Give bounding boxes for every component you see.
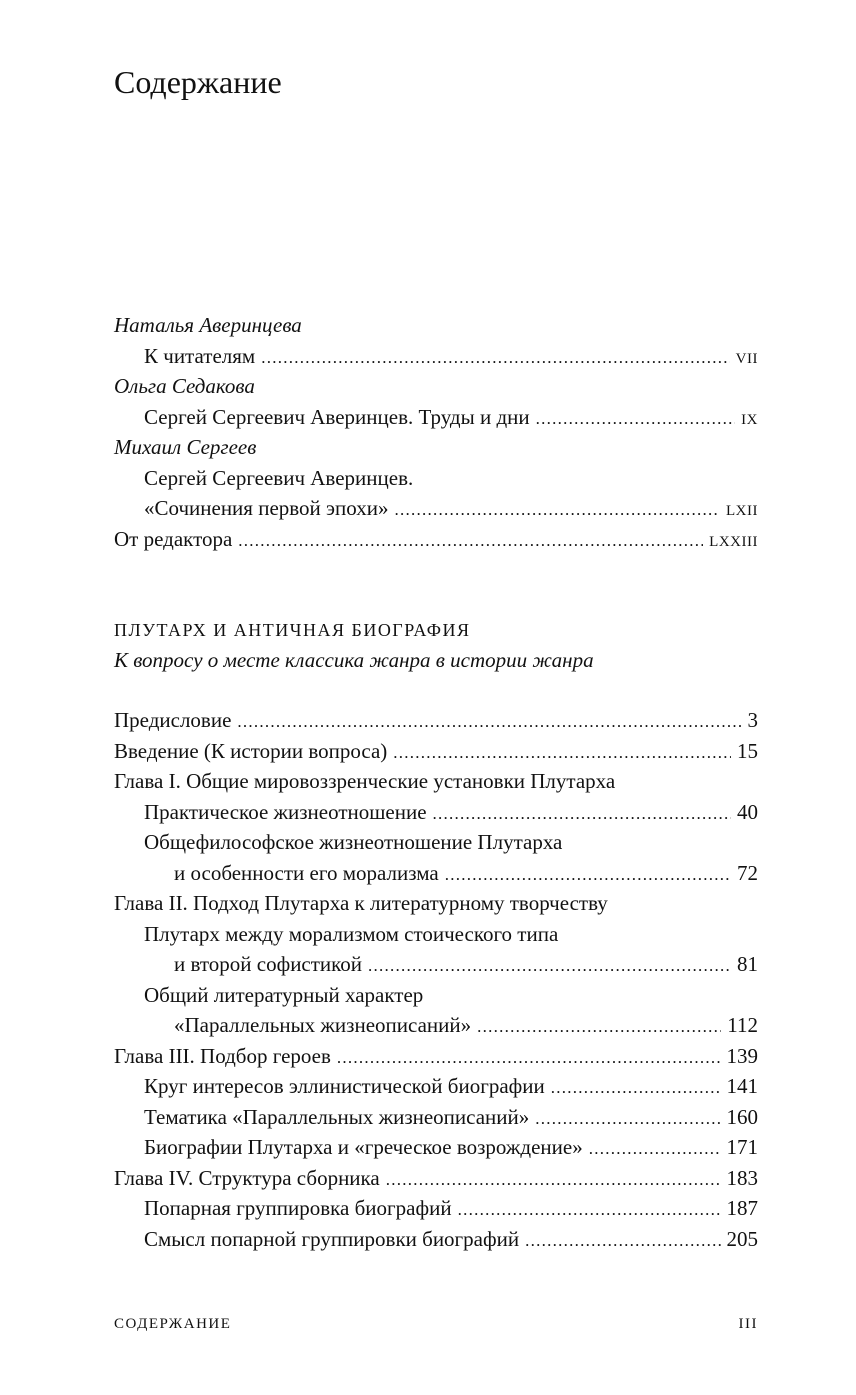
dot-leader <box>445 860 731 891</box>
page-title: Содержание <box>114 64 282 100</box>
entry-label: Общий литературный характер <box>144 982 424 1007</box>
dot-leader <box>525 1226 720 1257</box>
entry-page: 15 <box>737 738 758 763</box>
toc-entry[interactable] <box>114 705 758 736</box>
entry-label: Общефилософское жизнеотношение Плутарха <box>144 830 563 854</box>
toc-entry-line <box>114 980 758 1011</box>
entry-page: 40 <box>737 799 758 824</box>
toc-chapter-heading[interactable] <box>114 888 758 919</box>
toc-entry[interactable] <box>114 1132 758 1163</box>
entry-label: Предисловие <box>114 708 232 732</box>
dot-leader <box>458 1195 721 1226</box>
author-name <box>114 432 758 463</box>
entry-label: Глава III. Подбор героев <box>114 1043 331 1068</box>
toc-chapter-heading[interactable] <box>114 766 758 797</box>
toc-entry[interactable] <box>114 524 758 555</box>
author-label: Ольга Седакова <box>114 374 255 398</box>
toc-entry[interactable] <box>114 1163 758 1194</box>
page-number: III <box>738 1316 758 1332</box>
entry-label: Глава I. Общие мировоззренческие установки Плутарха <box>114 769 616 793</box>
dot-leader <box>393 738 731 769</box>
entry-label: Сергей Сергеевич Аверинцев. Труды и дни <box>144 404 530 429</box>
entry-page: 171 <box>726 1135 758 1159</box>
entry-page: 81 <box>737 952 758 976</box>
toc-entry[interactable] <box>114 402 758 433</box>
dot-leader <box>238 526 703 557</box>
entry-page: lxii <box>726 496 758 520</box>
entry-label: Введение (К истории вопроса) <box>114 738 388 763</box>
entry-label: и второй софистикой <box>174 952 363 976</box>
entry-label: «Сочинения первой эпохи» <box>144 496 389 520</box>
dot-leader <box>535 1104 720 1135</box>
dot-leader <box>337 1043 721 1074</box>
dot-leader <box>395 495 721 526</box>
entry-page: 112 <box>727 1013 758 1037</box>
dot-leader <box>237 707 741 738</box>
toc-entry-line <box>114 827 758 858</box>
entry-page: 183 <box>726 1165 758 1190</box>
author-name <box>114 310 758 341</box>
entry-label: От редактора <box>114 526 233 551</box>
entry-label: Биографии Плутарха и «греческое возрождение» <box>144 1135 583 1159</box>
entry-page: 141 <box>726 1074 758 1098</box>
toc-entry[interactable] <box>114 797 758 828</box>
toc-entry[interactable] <box>114 1193 758 1224</box>
page-footer <box>114 1316 758 1333</box>
entry-page: 187 <box>726 1196 758 1220</box>
toc-entry[interactable] <box>114 858 758 889</box>
toc-entry[interactable] <box>114 341 758 372</box>
entry-label: Глава IV. Структура сборника <box>114 1165 380 1190</box>
toc-entry-line <box>114 919 758 950</box>
section-heading: ПЛУТАРХ И АНТИЧНАЯ БИОГРАФИЯ <box>114 620 471 640</box>
dot-leader <box>261 343 729 374</box>
entry-page: 139 <box>726 1043 758 1068</box>
running-head: СОДЕРЖАНИЕ <box>114 1316 232 1332</box>
toc-entry[interactable] <box>114 736 758 767</box>
toc-list <box>114 705 758 1254</box>
entry-label: Практическое жизнеотношение <box>144 799 427 824</box>
section-subtitle: К вопросу о месте классика жанра в истории жанра <box>114 648 594 672</box>
entry-label: Глава II. Подход Плутарха к литературному творчеству <box>114 891 608 915</box>
entry-page: ix <box>741 404 758 429</box>
dot-leader <box>589 1134 721 1165</box>
dot-leader <box>433 799 731 830</box>
entry-label: «Параллельных жизнеописаний» <box>174 1013 472 1037</box>
toc-entry[interactable] <box>114 1010 758 1041</box>
author-label: Михаил Сергеев <box>114 435 257 459</box>
dot-leader <box>536 404 736 435</box>
section-header <box>114 615 758 675</box>
author-name <box>114 371 758 402</box>
entry-label: Круг интересов эллинистической биографии <box>144 1074 545 1098</box>
entry-page: lxxiii <box>709 526 758 551</box>
author-label: Наталья Аверинцева <box>114 313 302 337</box>
entry-page: 3 <box>747 708 758 732</box>
entry-label: К читателям <box>144 343 256 368</box>
toc-entry[interactable] <box>114 493 758 524</box>
toc-entry[interactable] <box>114 1224 758 1255</box>
toc-entry[interactable] <box>114 949 758 980</box>
dot-leader <box>477 1012 721 1043</box>
entry-label: Попарная группировка биографий <box>144 1196 452 1220</box>
entry-page: 72 <box>737 860 758 885</box>
dot-leader <box>386 1165 721 1196</box>
entry-label: Сергей Сергеевич Аверинцев. <box>144 465 414 490</box>
entry-label: Тематика «Параллельных жизнеописаний» <box>144 1104 530 1129</box>
toc-entry-line <box>114 463 758 494</box>
entry-label: и особенности его морализма <box>174 860 439 885</box>
front-matter <box>114 310 758 554</box>
dot-leader <box>368 951 731 982</box>
toc-entry[interactable] <box>114 1071 758 1102</box>
dot-leader <box>551 1073 721 1104</box>
entry-label: Смысл попарной группировки биографий <box>144 1226 520 1251</box>
entry-page: 160 <box>726 1104 758 1129</box>
entry-page: 205 <box>726 1226 758 1251</box>
entry-page: vii <box>735 343 758 368</box>
toc-entry[interactable] <box>114 1041 758 1072</box>
toc-entry[interactable] <box>114 1102 758 1133</box>
entry-label: Плутарх между морализмом стоического типа <box>144 921 559 946</box>
